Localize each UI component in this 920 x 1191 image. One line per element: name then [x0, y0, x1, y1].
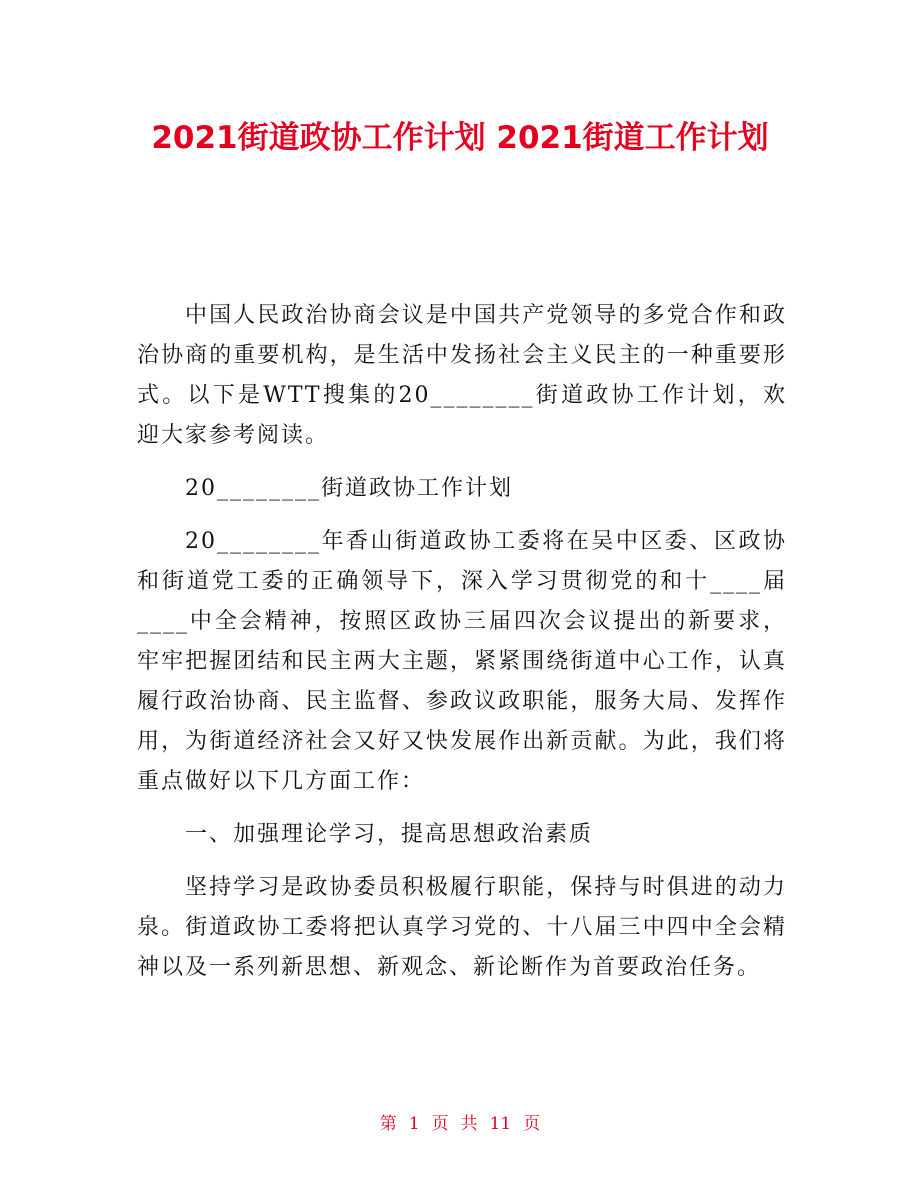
footer-total-pages: 11 [489, 1114, 512, 1134]
footer-suffix: 页 [523, 1114, 541, 1134]
footer-prefix: 第 [379, 1114, 397, 1134]
section-heading-1: 一、加强理论学习，提高思想政治素质 [185, 822, 594, 847]
footer-current-page: 1 [408, 1114, 420, 1134]
paragraph-section-1: 坚持学习是政协委员积极履行职能，保持与时俱进的动力泉。街道政协工委将把认真学习党的、十八届三中四中全会精神以及一系列新思想、新观念、新论断作为首要政治任务。 [137, 875, 787, 980]
footer-page-word: 页 [431, 1114, 449, 1134]
document-body [137, 296, 787, 1001]
document-title: 2021街道政协工作计划 2021街道工作计划 [151, 120, 769, 156]
paragraph-intro: 中国人民政治协商会议是中国共产党领导的多党合作和政治协商的重要机构，是生活中发扬社会主义民主的一种重要形式。以下是WTT搜集的20________街道政协工作计划，欢迎大家参考阅读。 [137, 303, 787, 448]
paragraph-plan-overview: 20________年香山街道政协工委将在吴中区委、区政协和街道党工委的正确领导下，深入学习贯彻党的和十____届____中全会精神，按照区政协三届四次会议提出的新要求，牢牢把握团结和民主两大主题，紧紧围绕街道中心工作，认真履行政治协商、民主监督、参政议政职能，服务大局、发挥作用，为街道经济社会又好又快发展作出新贡献。为此，我们将重点做好以下几方面工作： [137, 529, 787, 794]
footer-total-word: 共 [460, 1114, 478, 1134]
paragraph-subtitle: 20________街道政协工作计划 [185, 476, 513, 501]
page-footer [0, 1110, 920, 1138]
